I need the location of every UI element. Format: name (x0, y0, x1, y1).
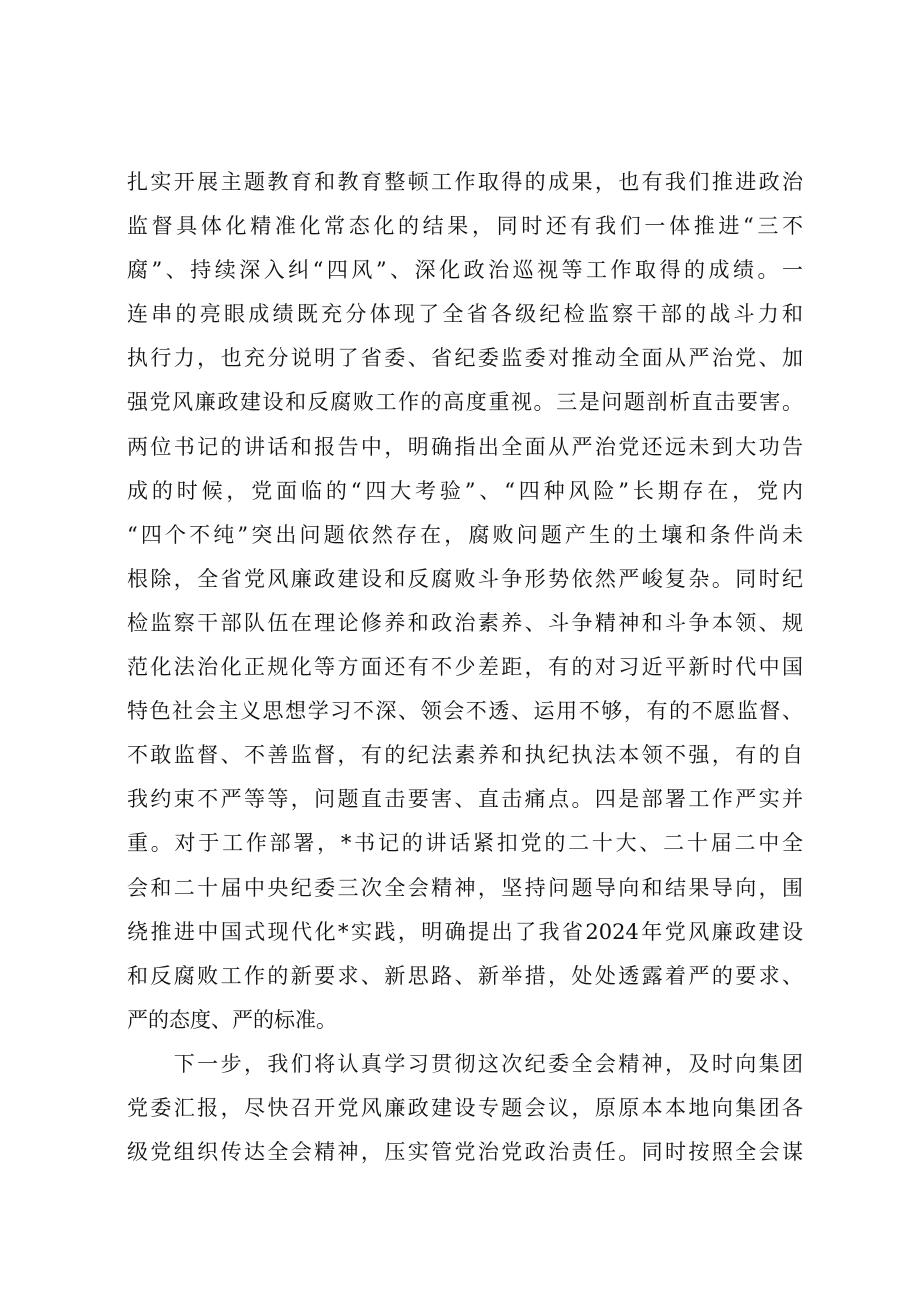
text-line: 绕推进中国式现代化*实践，明确提出了我省2024年党风廉政建设 (127, 919, 803, 944)
text-line: 级党组织传达全会精神，压实管党治党政治责任。同时按照全会谋 (127, 1140, 803, 1165)
text-line: 会和二十届中央纪委三次全会精神，坚持问题导向和结果导向，围 (127, 875, 803, 900)
text-line: 检监察干部队伍在理论修养和政治素养、斗争精神和斗争本领、规 (127, 610, 803, 635)
document-body (127, 160, 803, 1174)
text-line: 根除，全省党风廉政建设和反腐败斗争形势依然严峻复杂。同时纪 (127, 566, 803, 591)
text-line: 监督具体化精准化常态化的结果，同时还有我们一体推进“三不 (127, 214, 803, 239)
text-line: 范化法治化正规化等方面还有不少差距，有的对习近平新时代中国 (127, 655, 803, 680)
text-line: 不敢监督、不善监督，有的纪法素养和执纪执法本领不强，有的自 (127, 743, 803, 768)
text-line: 强党风廉政建设和反腐败工作的高度重视。三是问题剖析直击要害。 (127, 390, 803, 415)
text-line: 严的态度、严的标准。 (127, 1007, 337, 1032)
text-line: 党委汇报，尽快召开党风廉政建设专题会议，原原本本地向集团各 (127, 1095, 803, 1120)
text-line: 连串的亮眼成绩既充分体现了全省各级纪检监察干部的战斗力和 (127, 302, 803, 327)
text-line: 执行力，也充分说明了省委、省纪委监委对推动全面从严治党、加 (127, 346, 803, 371)
text-line: 我约束不严等等，问题直击要害、直击痛点。四是部署工作严实并 (127, 787, 803, 812)
text-line: 腐”、持续深入纠“四风”、深化政治巡视等工作取得的成绩。一 (127, 258, 803, 283)
text-line: “四个不纯”突出问题依然存在，腐败问题产生的土壤和条件尚未 (127, 522, 803, 547)
text-line: 重。对于工作部署，*书记的讲话紧扣党的二十大、二十届二中全 (127, 831, 803, 856)
paragraph-2 (127, 1042, 803, 1174)
text-line: 特色社会主义思想学习不深、领会不透、运用不够，有的不愿监督、 (127, 699, 803, 724)
text-line: 两位书记的讲话和报告中，明确指出全面从严治党还远未到大功告 (127, 434, 803, 459)
text-line: 扎实开展主题教育和教育整顿工作取得的成果，也有我们推进政治 (127, 170, 803, 194)
text-line: 成的时候，党面临的“四大考验”、“四种风险”长期存在，党内 (127, 478, 803, 503)
text-line: 和反腐败工作的新要求、新思路、新举措，处处透露着严的要求、 (127, 963, 803, 988)
text-line: 下一步，我们将认真学习贯彻这次纪委全会精神，及时向集团 (127, 1051, 803, 1076)
paragraph-1 (127, 160, 803, 1042)
